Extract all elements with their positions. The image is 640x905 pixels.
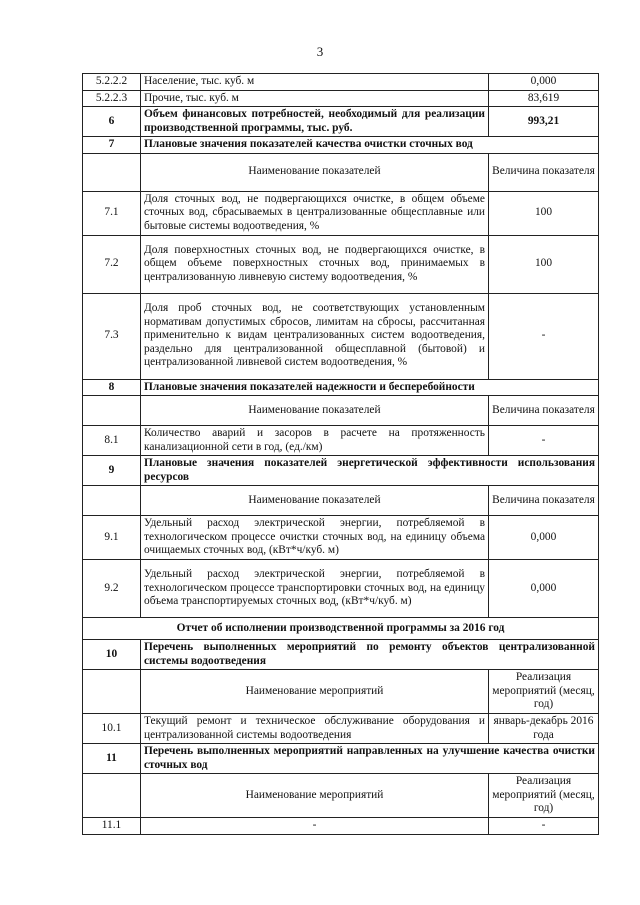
- row-text: Доля поверхностных сточных вод, не подвергающихся очистке, в общем объеме поверхностных сточных вод, принимаемых в централизованную ливневую систему водоотведения, %: [141, 235, 489, 293]
- row-number: 10.1: [83, 714, 141, 744]
- table-row: [83, 516, 599, 560]
- column-header-row: [83, 486, 599, 516]
- table-row: [83, 107, 599, 137]
- table-row: [83, 560, 599, 618]
- row-value: 993,21: [489, 107, 599, 137]
- row-value: 83,619: [489, 90, 599, 107]
- row-text: Количество аварий и засоров в расчете на протяженность канализационной сети в год, (ед./км): [141, 426, 489, 456]
- table-row: [83, 818, 599, 835]
- row-value: 100: [489, 191, 599, 235]
- column-header-value: Величина показателя: [489, 396, 599, 426]
- row-number: 5.2.2.2: [83, 74, 141, 91]
- column-header-value: Величина показателя: [489, 486, 599, 516]
- row-number: 7.3: [83, 293, 141, 379]
- table-row: [83, 74, 599, 91]
- program-table: [82, 73, 599, 835]
- section-number: 9: [83, 456, 141, 486]
- column-header-value: Реализация мероприятий (месяц, год): [489, 774, 599, 818]
- row-value: 0,000: [489, 560, 599, 618]
- section-title: Перечень выполненных мероприятий направленных на улучшение качества очистки сточных вод: [141, 744, 599, 774]
- row-number: 6: [83, 107, 141, 137]
- table-row: [83, 293, 599, 379]
- column-header-name: Наименование показателей: [141, 486, 489, 516]
- row-number: 11.1: [83, 818, 141, 835]
- row-text: Прочие, тыс. куб. м: [141, 90, 489, 107]
- row-text: Объем финансовых потребностей, необходимый для реализации производственной программы, тыс. руб.: [141, 107, 489, 137]
- row-number: 5.2.2.3: [83, 90, 141, 107]
- row-value: -: [489, 818, 599, 835]
- row-number: 9.2: [83, 560, 141, 618]
- section-number: 8: [83, 379, 141, 396]
- row-value: 100: [489, 235, 599, 293]
- table-row: [83, 191, 599, 235]
- section-number: 7: [83, 137, 141, 154]
- section-header: [83, 137, 599, 154]
- column-header-name: Наименование показателей: [141, 153, 489, 191]
- section-header: [83, 379, 599, 396]
- table-row: [83, 426, 599, 456]
- section-header: [83, 744, 599, 774]
- section-title: Перечень выполненных мероприятий по ремонту объектов централизованной системы водоотведения: [141, 640, 599, 670]
- section-number: 10: [83, 640, 141, 670]
- row-text: Население, тыс. куб. м: [141, 74, 489, 91]
- section-title: Плановые значения показателей надежности и бесперебойности: [141, 379, 599, 396]
- row-value: 0,000: [489, 516, 599, 560]
- report-heading-row: [83, 618, 599, 640]
- row-text: Доля проб сточных вод, не соответствующих установленным нормативам допустимых сбросов, лимитам на сбросы, рассчитанная применительно к видам централизованных систем водоотведения, раздельно для централизованной общесплавной (бытовой) и централизованной ливневой систем водоотведения, %: [141, 293, 489, 379]
- page-number: 3: [316, 44, 324, 59]
- row-value: -: [489, 293, 599, 379]
- table-row: [83, 714, 599, 744]
- column-header-row: [83, 153, 599, 191]
- column-header-name: Наименование показателей: [141, 396, 489, 426]
- column-header-row: [83, 774, 599, 818]
- row-text: Удельный расход электрической энергии, потребляемой в технологическом процессе очистки сточных вод, на единицу объема очищаемых сточных вод, (кВт*ч/куб. м): [141, 516, 489, 560]
- row-text: -: [141, 818, 489, 835]
- row-number: 7.1: [83, 191, 141, 235]
- column-header-name: Наименование мероприятий: [141, 774, 489, 818]
- column-header-name: Наименование мероприятий: [141, 670, 489, 714]
- section-header: [83, 640, 599, 670]
- section-header: [83, 456, 599, 486]
- table-row: [83, 90, 599, 107]
- column-header-row: [83, 670, 599, 714]
- table-row: [83, 235, 599, 293]
- section-title: Плановые значения показателей качества очистки сточных вод: [141, 137, 599, 154]
- row-text: Текущий ремонт и техническое обслуживание оборудования и централизованной системы водоотведения: [141, 714, 489, 744]
- report-heading: Отчет об исполнении производственной программы за 2016 год: [83, 618, 599, 640]
- row-value: 0,000: [489, 74, 599, 91]
- row-text: Доля сточных вод, не подвергающихся очистке, в общем объеме сточных вод, сбрасываемых в централизованные общесплавные или бытовые системы водоотведения, %: [141, 191, 489, 235]
- column-header-row: [83, 396, 599, 426]
- section-number: 11: [83, 744, 141, 774]
- row-number: 8.1: [83, 426, 141, 456]
- column-header-value: Реализация мероприятий (месяц, год): [489, 670, 599, 714]
- row-text: Удельный расход электрической энергии, потребляемой в технологическом процессе транспортировки сточных вод, на единицу объема транспортируемых сточных вод, (кВт*ч/куб. м): [141, 560, 489, 618]
- row-value: январь-декабрь 2016 года: [489, 714, 599, 744]
- row-number: 7.2: [83, 235, 141, 293]
- section-title: Плановые значения показателей энергетической эффективности использования ресурсов: [141, 456, 599, 486]
- row-number: 9.1: [83, 516, 141, 560]
- row-value: -: [489, 426, 599, 456]
- column-header-value: Величина показателя: [489, 153, 599, 191]
